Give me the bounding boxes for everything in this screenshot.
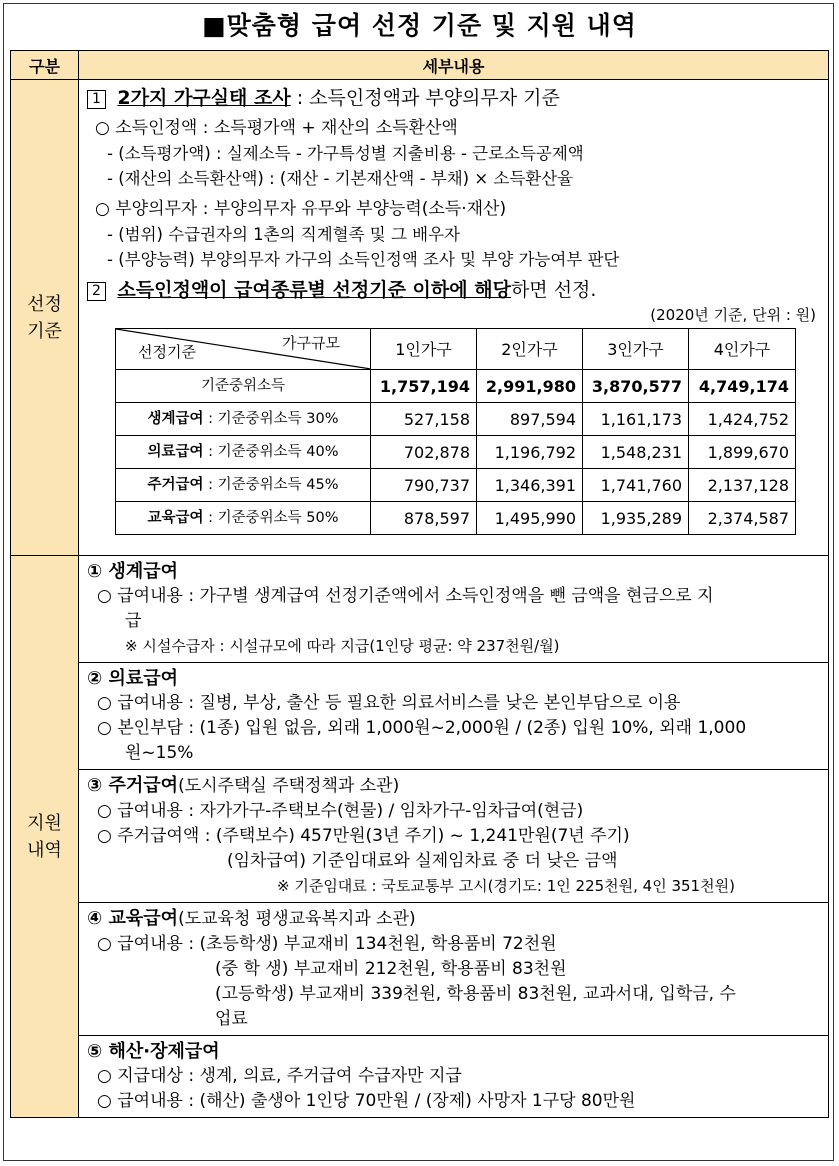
header-details: 세부내용: [79, 51, 829, 80]
table-row: 주거급여 : 기준중위소득 45% 790,737 1,346,391 1,741,760 2,137,128: [116, 469, 796, 502]
education-section: ④ 교육급여(도교육청 평생교육복지과 소관) ○ 급여내용 : (초등학생) 부교재비 134천원, 학용품비 72천원 (중 학 생) 부교재비 212천원, 학용품비 83천원 (고등학생) 부교재비 339천원, 학용품비 83천원, 교과서대, 입학금, 수 업료: [79, 903, 828, 1036]
selection-content: [79, 80, 829, 556]
criteria-header-row: [116, 329, 796, 370]
livelihood-section: ① 생계급여 ○ 급여내용 : 가구별 생계급여 선정기준액에서 소득인정액을 뺀 금액을 현금으로 지 급 ※ 시설수급자 : 시설규모에 따라 지급(1인당 평균: 약 237천원/월): [79, 556, 828, 663]
table-row: 교육급여 : 기준중위소득 50% 878,597 1,495,990 1,935,289 2,374,587: [116, 502, 796, 535]
selection-row: [11, 80, 829, 556]
header-gubun: 구분: [11, 51, 79, 80]
number-box-2: 2: [87, 282, 106, 301]
col-3-person: 3인가구: [583, 329, 689, 370]
obligor-capacity-line: - (부양능력) 부양의무자 가구의 소득인정액 조사 및 부양 가능여부 판단: [107, 250, 620, 269]
header-row: [11, 51, 829, 80]
criteria-table: [115, 328, 796, 535]
income-recognition-line: ○ 소득인정액 : 소득평가액 + 재산의 소득환산액: [95, 118, 458, 138]
unit-note: (2020년 기준, 단위 : 원): [650, 306, 816, 324]
main-table: [10, 50, 829, 1118]
selection-label: 선정 기준: [11, 80, 79, 556]
support-label: 지원 내역: [11, 556, 79, 1118]
obligor-range-line: - (범위) 수급권자의 1촌의 직계혈족 및 그 배우자: [107, 225, 460, 244]
table-row: 기준중위소득 1,757,194 2,991,980 3,870,577 4,749,174: [116, 370, 796, 403]
property-conversion-line: - (재산의 소득환산액) : (재산 - 기본재산액 - 부채) × 소득환산율: [107, 169, 574, 188]
criteria-item-2: 2 소득인정액이 급여종류별 선정기준 이하에 해당하면 선정.: [87, 278, 820, 304]
table-row: 의료급여 : 기준중위소득 40% 702,878 1,196,792 1,548,231 1,899,670: [116, 436, 796, 469]
support-row: [11, 556, 829, 1118]
medical-section: ② 의료급여 ○ 급여내용 : 질병, 부상, 출산 등 필요한 의료서비스를 낮은 본인부담으로 이용 ○ 본인부담 : (1종) 입원 없음, 외래 1,000원~2,000원 / (2종) 입원 10%, 외래 1,000 원~15%: [79, 663, 828, 770]
table-row: 생계급여 : 기준중위소득 30% 527,158 897,594 1,161,173 1,424,752: [116, 403, 796, 436]
birth-funeral-section: ⑤ 해산·장제급여 ○ 지급대상 : 생계, 의료, 주거급여 수급자만 지급 ○ 급여내용 : (해산) 출생아 1인당 70만원 / (장제) 사망자 1구당 80만원: [87, 1041, 636, 1111]
support-content: [79, 556, 829, 1118]
col-1-person: 1인가구: [371, 329, 477, 370]
number-box-1: 1: [87, 90, 106, 109]
diagonal-header-cell: 가구규모 선정기준: [116, 329, 371, 370]
support-obligor-line: ○ 부양의무자 : 부양의무자 유무와 부양능력(소득·재산): [95, 199, 507, 219]
col-4-person: 4인가구: [689, 329, 796, 370]
criteria-item-1: 1 2가지 가구실태 조사 : 소득인정액과 부양의무자 기준: [87, 86, 820, 112]
housing-section: ③ 주거급여(도시주택실 주택정책과 소관) ○ 급여내용 : 자가가구-주택보수(현물) / 임차가구-임차급여(현금) ○ 주거급여액 : (주택보수) 457만원(3년 주기) ~ 1,241만원(7년 주기) (임차급여) 기준임대료와 실제임차료 중 더 낮은 금액 ※ 기준임대료 : 국토교통부 고시(경기도: 1인 225천원, 4인 351천원): [79, 770, 828, 903]
income-eval-line: - (소득평가액) : 실제소득 - 가구특성별 지출비용 - 근로소득공제액: [107, 144, 584, 163]
page-title: ■맞춤형 급여 선정 기준 및 지원 내역: [202, 11, 637, 40]
col-2-person: 2인가구: [477, 329, 583, 370]
